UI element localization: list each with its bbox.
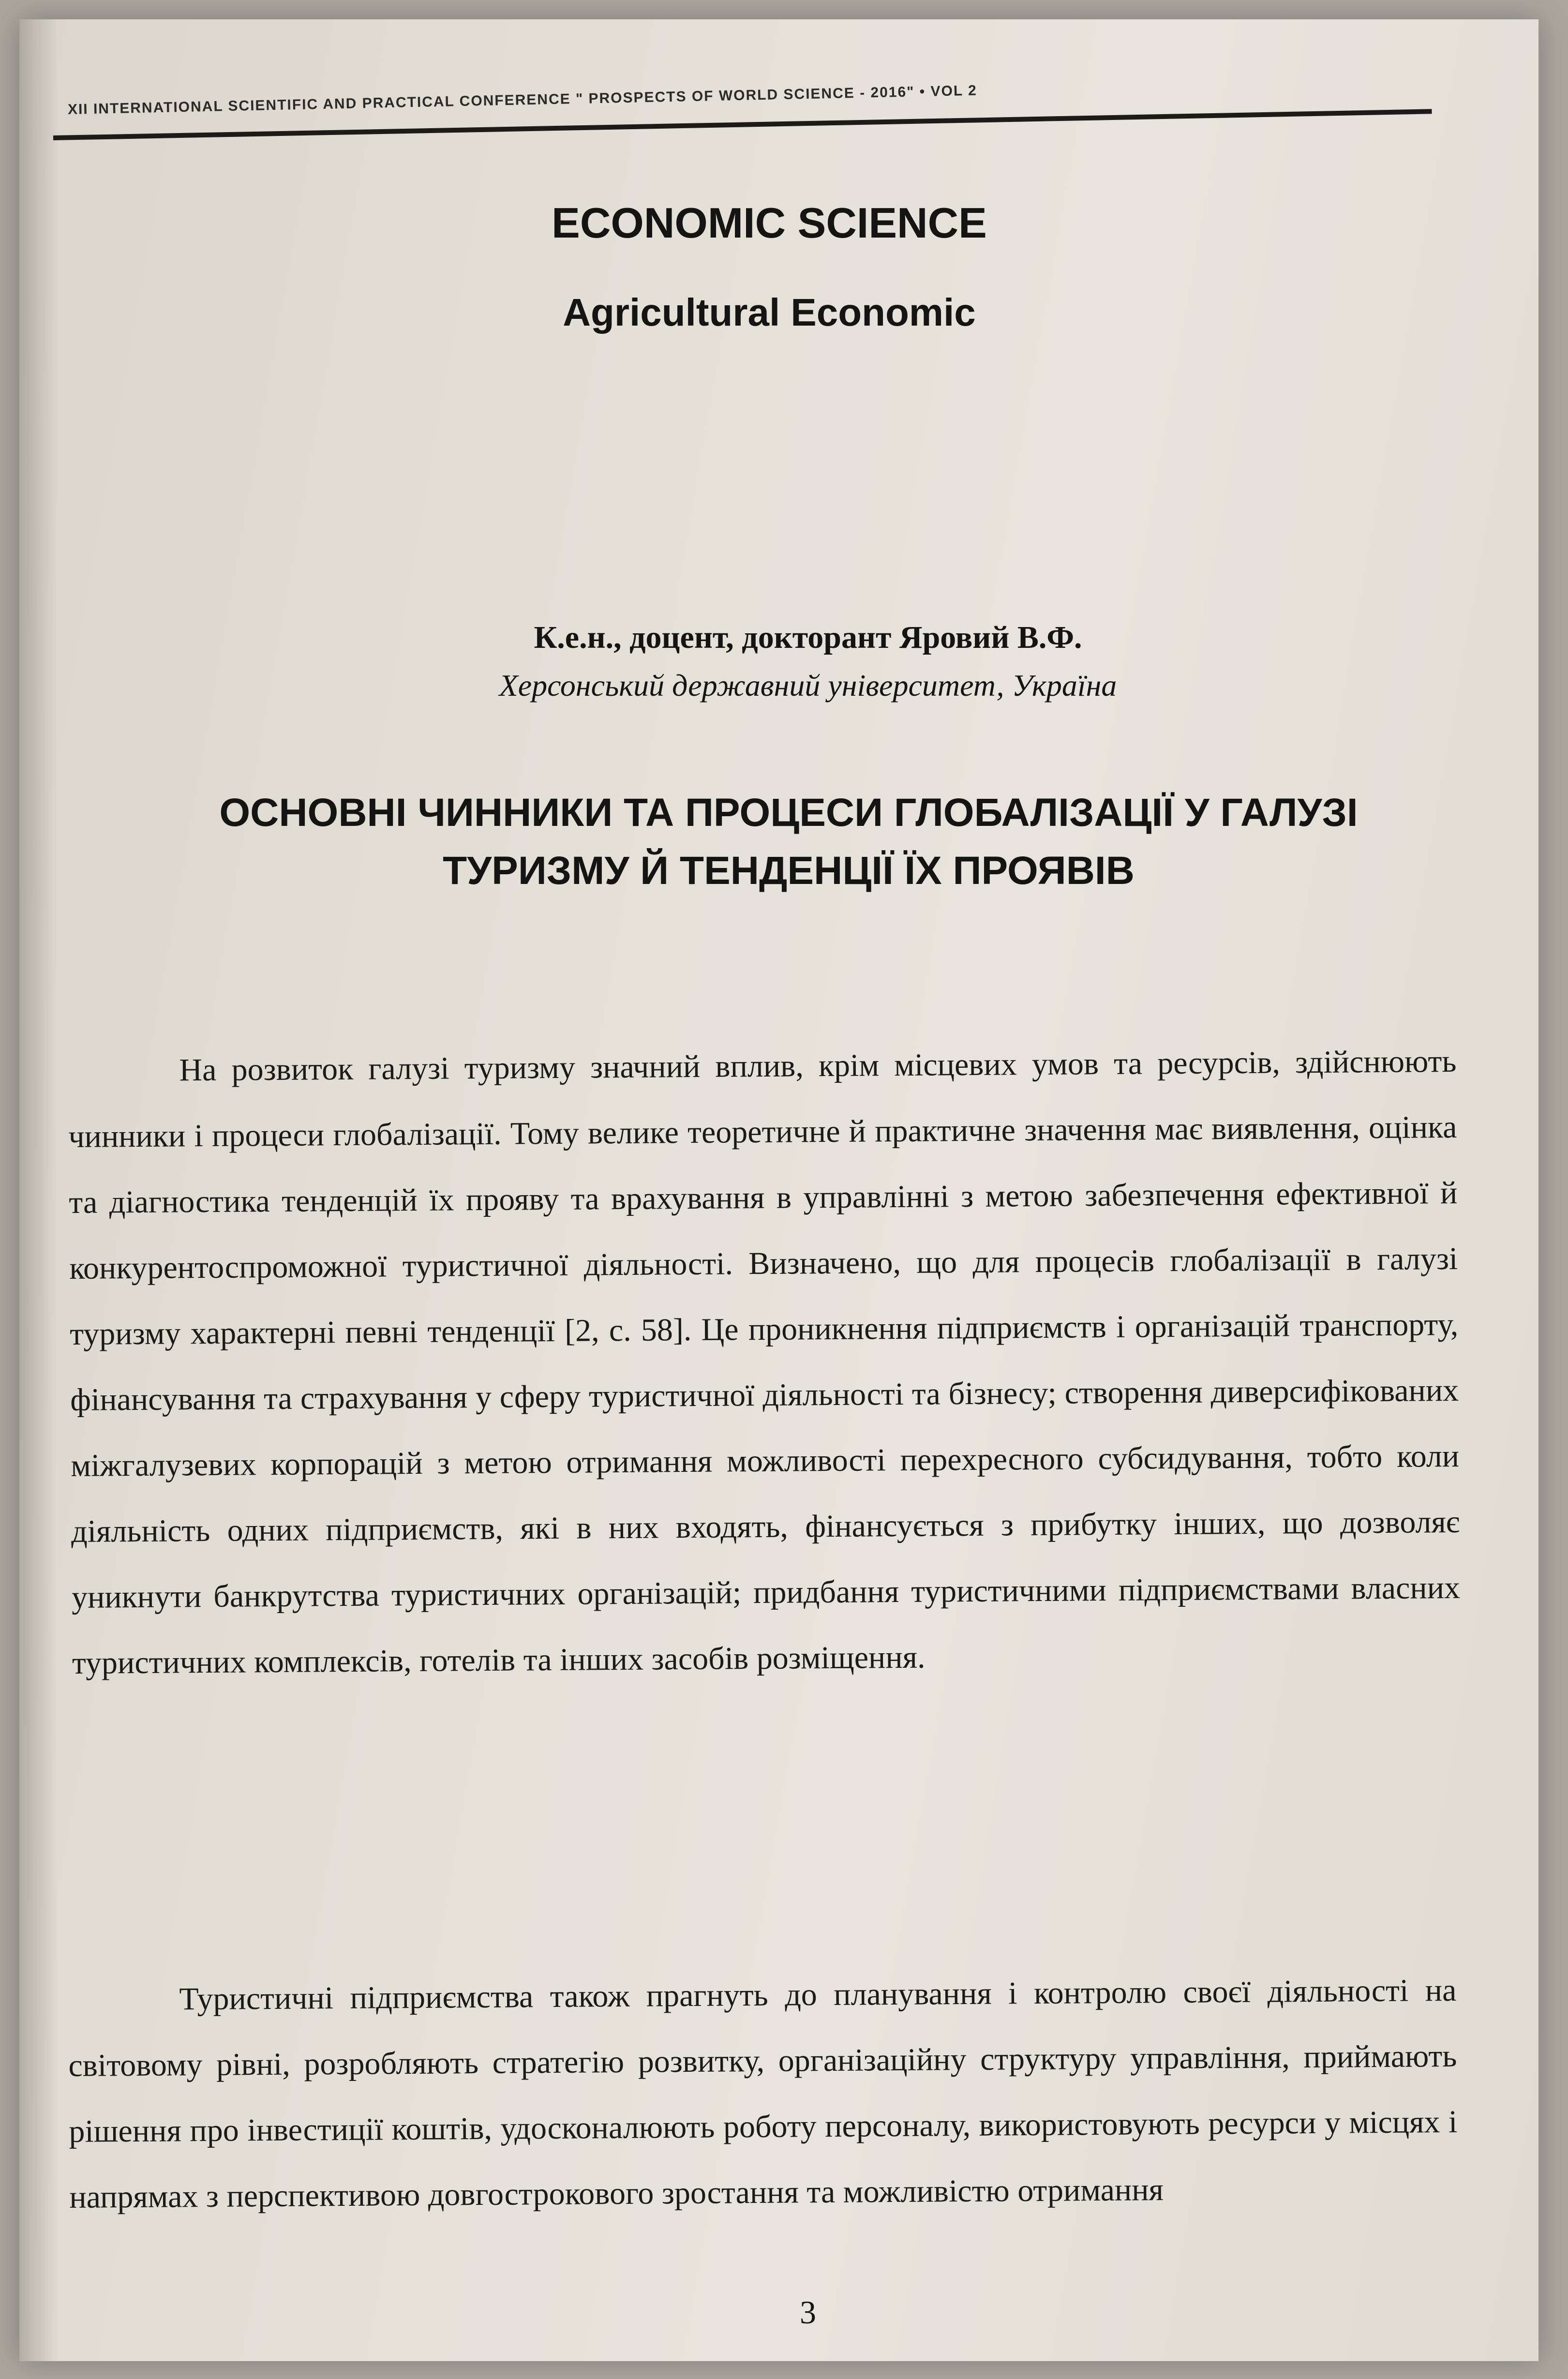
paper-title bbox=[39, 784, 1538, 900]
body-paragraph-2: Туристичні підприємства також прагнуть до планування і контролю своєї діяльності на світовому рівні, розробляють стратегію розвитку, організаційну структуру управління, приймають рішення про інвестиції коштів, удосконалюють роботу персоналу, використовують ресурси у місцях і напрямах з перспективою довгострокового зростання та можливістю отримання bbox=[68, 1972, 1458, 2215]
body-paragraph-1: На розвиток галузі туризму значний вплив, крім місцевих умов та ресурсів, здійснюють чинники і процеси глобалізації. Тому велике теоретичне й практичне значення має виявлення, оцінка та діагностика тенденцій їх прояву та врахування в управлінні з метою забезпечення ефективної й конкурентоспроможної туристичної діяльності. Визначено, що для процесів глобалізації в галузі туризму характерні певні тенденції [2, с. 58]. Це проникнення підприємств і організацій транспорту, фінансування та страхування у сферу туристичної діяльності та бізнесу; створення диверсифікованих міжгалузевих корпорацій з метою отримання можливості перехресного субсидування, тобто коли діяльність одних підприємств, які в них входять, фінансується з прибутку інших, що дозволяє уникнути банкрутства туристичних організацій; придбання туристичними підприємствами власних туристичних комплексів, готелів та інших засобів розміщення. bbox=[68, 1043, 1461, 1681]
running-header: XII INTERNATIONAL SCIENTIFIC AND PRACTICAL CONFERENCE " PROSPECTS OF WORLD SCIENCE - 2016" • VOL 2 bbox=[67, 82, 978, 118]
paper-title-line-1: ОСНОВНІ ЧИННИКИ ТА ПРОЦЕСИ ГЛОБАЛІЗАЦІЇ У ГАЛУЗІ bbox=[219, 791, 1358, 835]
paper-title-line-2: ТУРИЗМУ Й ТЕНДЕНЦІЇ ЇХ ПРОЯВІВ bbox=[443, 849, 1135, 893]
page-gutter-shadow bbox=[19, 19, 58, 2361]
author-line: К.е.н., доцент, докторант Яровий В.Ф. bbox=[534, 620, 1082, 655]
affiliation-line: Херсонський державний університет, Україна bbox=[499, 668, 1117, 703]
subsection-title: Agricultural Economic bbox=[563, 291, 976, 334]
book-page bbox=[19, 19, 1538, 2361]
page-number: 3 bbox=[800, 2294, 816, 2331]
section-title: ECONOMIC SCIENCE bbox=[552, 199, 987, 247]
